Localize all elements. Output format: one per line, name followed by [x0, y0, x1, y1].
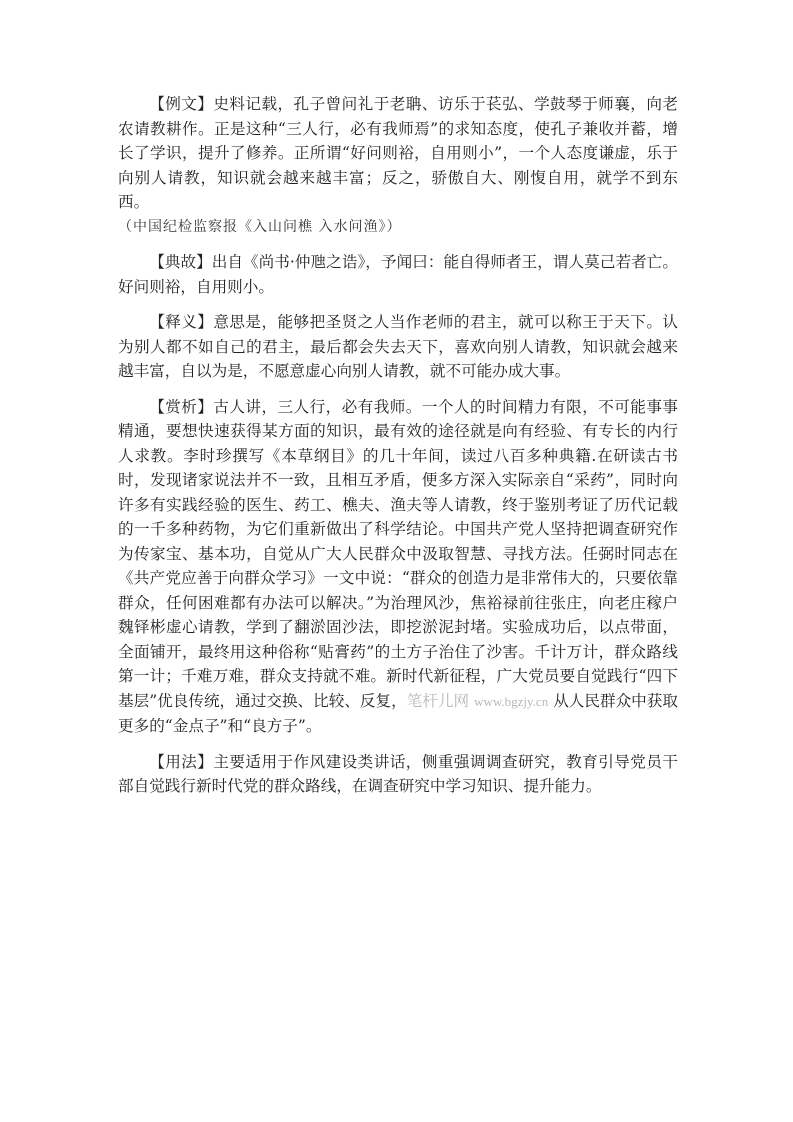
example-paragraph: [118, 92, 678, 239]
example-tag: 【例文】: [149, 95, 214, 113]
allusion-tag: 【典故】: [149, 253, 212, 271]
watermark-cn: 笔杆儿网: [406, 692, 470, 710]
appreciation-text: 古人讲，三人行，必有我师。一个人的时间精力有限，不可能事事精通，要想快速获得某方面的知识，最有效的途径就是向有经验、有专长的内行人求教。李时珍撰写《本草纲目》的几十年间，读过八百多种典籍.在研读古书时，发现诸家说法并不一致，且相互矛盾，便多方深入实际亲自“采药”，同时向许多有实践经验的医生、药工、樵夫、渔夫等人请教，终于鉴别考证了历代记载的一千多种药物，为它们重新做出了科学结论。中国共产党人坚持把调查研究作为传家宝、基本功，自觉从广大人民群众中汲取智慧、寻找方法。任弼时同志在《共产党应善于向群众学习》一文中说：“群众的创造力是非常伟大的，只要依靠群众，任何困难都有办法可以解决。”为治理风沙，焦裕禄前往张庄，向老庄稼户魏铎彬虚心请教，学到了翻淤固沙法，即挖淤泥封堵。实验成功后，以点带面，全面铺开，最终用这种俗称“贴膏药”的土方子治住了沙害。千计万计，群众路线第一计；千难万难，群众支持就不难。新时代新征程，广大党员要自觉践行“四下基层”优良传统，通过交换、比较、反复，: [118, 397, 678, 710]
appreciation-tag: 【赏析】: [149, 397, 214, 416]
meaning-paragraph: [118, 310, 678, 384]
document-page: [118, 92, 678, 810]
appreciation-paragraph: [118, 395, 678, 739]
appreciation-text-after: 从人民群众中获取更多的“金点子”和“良方子”。: [118, 691, 678, 735]
meaning-text: 意思是，能够把圣贤之人当作老师的君主，就可以称王于天下。认为别人都不如自己的君主，最后都会失去天下，喜欢向别人请教，知识就会越来越丰富，自以为是，不愿意虚心向别人请教，就不可能办成大事。: [118, 313, 678, 380]
allusion-paragraph: [118, 250, 678, 299]
meaning-tag: 【释义】: [149, 313, 214, 331]
usage-text: 主要适用于作风建设类讲话，侧重强调调查研究，教育引导党员干部自觉践行新时代党的群众路线，在调查研究中学习知识、提升能力。: [118, 752, 678, 795]
example-text: 史料记载，孔子曾问礼于老聃、访乐于苌弘、学鼓琴于师襄，向老农请教耕作。正是这种“三人行，必有我师焉”的求知态度，使孔子兼收并蓄，增长了学识，提升了修养。正所谓“好问则裕，自用则小”，一个人态度谦虚，乐于向别人请教，知识就会越来越丰富；反之，骄傲自大、刚愎自用，就学不到东西。: [118, 95, 678, 211]
example-source: （中国纪检监察报《入山问樵 入水问渔》）: [118, 218, 402, 235]
usage-tag: 【用法】: [149, 752, 214, 771]
allusion-text: 出自《尚书·仲虺之诰》，予闻曰：能自得师者王，谓人莫己若者亡。好问则裕，自用则小。: [118, 253, 678, 296]
watermark-en: www.bgzjy.cn: [474, 693, 549, 709]
usage-paragraph: [118, 750, 678, 799]
